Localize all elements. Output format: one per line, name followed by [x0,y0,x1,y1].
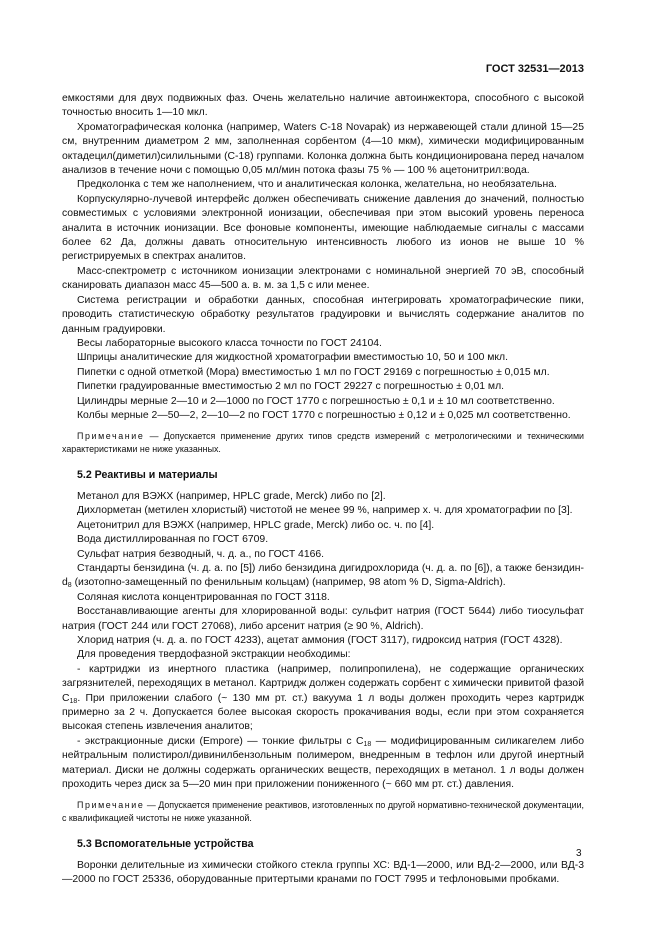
text-run: - экстракционные диски (Empore) — тонкие фильтры с С [77,735,364,747]
paragraph: Метанол для ВЭЖХ (например, HPLC grade, Merck) либо по [2]. [77,490,386,502]
section-heading: 5.2 Реактивы и материалы [77,468,218,481]
paragraph: Система регистрации и обработки данных, способная интегрировать хроматографические пики, проводить статистическую обработку результатов градуировки и вычислять содержание аналитов по данным градуировки. [62,294,584,335]
paragraph: Сульфат натрия безводный, ч. д. а., по ГОСТ 4166. [77,548,325,560]
paragraph: Колбы мерные 2—50—2, 2—10—2 по ГОСТ 1770 с погрешностью ± 0,12 и ± 0,025 мл соответственно. [77,409,571,421]
paragraph: Восстанавливающие агенты для хлорированной воды: сульфит натрия (ГОСТ 5644) либо тиосульфат натрия (ГОСТ 244 или ГОСТ 27068), либо арсенит натрия (≥ 90 %, Aldrich). [62,606,584,632]
page-body [62,92,584,888]
note-text: — Допускается применение реактивов, изготовленных по другой нормативно-технической документации, с квалификацией чистоты не ниже указанной. [62,800,584,824]
paragraph [62,562,584,591]
note [62,430,584,455]
note-label: Примечание [77,800,145,811]
paragraph: Для проведения твердофазной экстракции необходимы: [77,649,351,661]
list-item [62,663,584,735]
list-item [62,735,584,793]
subscript: 18 [363,740,372,748]
paragraph: Цилиндры мерные 2—10 и 2—1000 по ГОСТ 1770 с погрешностью ± 0,1 и ± 10 мл соответственно. [77,395,555,407]
paragraph: Предколонка с тем же наполнением, что и аналитическая колонка, желательна, но необязательна. [77,179,557,191]
paragraph: Воронки делительные из химически стойкого стекла группы ХС: ВД-1—2000, или ВД-2—2000, или ВД-3—2000 по ГОСТ 25336, оборудованные притертыми кранами по ГОСТ 7995 и тефлоновыми пробками. [62,860,584,886]
paragraph: Пипетки с одной отметкой (Мора) вместимостью 1 мл по ГОСТ 29169 с погрешностью ± 0,015 мл. [77,366,550,378]
paragraph: Масс-спектрометр с источником ионизации электронами с номинальной энергией 70 эВ, способный сканировать диапазон масс 45—500 а. в. м. за 1,5 с или менее. [62,265,584,292]
section-heading: 5.3 Вспомогательные устройства [77,837,254,850]
subscript: 18 [69,697,78,705]
paragraph: Весы лабораторные высокого класса точности по ГОСТ 24104. [77,337,382,349]
paragraph: Шприцы аналитические для жидкостной хроматографии вместимостью 10, 50 и 100 мкл. [77,352,508,364]
text-run: — модифицированным силикагелем либо нейтральным полистирол/дивинилбензольным полимером, внедренным в тефлон или другой инертный материал. Диски не должны содержать органических веществ, переходящих в метанол. 1 л воды должен проходить через диск за 5—20 мин при приложении пониженного (~ 660 мм рт. ст.) давления. [62,735,584,791]
note-text: — Допускается применение других типов средств измерений с метрологическими и техническими характеристиками не ниже указанных. [62,431,584,454]
page-number: 3 [576,848,582,859]
text-run: - картриджи из инертного пластика (например, полипропилена), не содержащие органических загрязнителей, переходящих в метанол. Картридж должен содержать сорбент с химически привитой фазой С [62,663,584,704]
paragraph: Дихлорметан (метилен хлористый) чистотой не менее 99 %, например х. ч. для хроматографии по [3]. [77,505,573,517]
paragraph: Пипетки градуированные вместимостью 2 мл по ГОСТ 29227 с погрешностью ± 0,01 мл. [77,381,505,393]
text-run: Стандарты бензидина (ч. д. а. по [5]) либо бензидина дигидрохлорида (ч. д. а. по [6]), а также бензидин-d [62,562,584,589]
document-header: ГОСТ 32531—2013 [485,63,584,75]
paragraph: Хроматографическая колонка (например, Waters С-18 Novapak) из нержавеющей стали длиной 15—25 см, внутренним диаметром 2 мм, заполненная сорбентом (4—10 мкм), химически модифицированным октадецил(диметил)силильными (С-18) группами. Колонка должна быть кондиционирована перед началом анализов в течение ночи с помощью 0,05 мл/мин потока фазы 75 % — 100 % ацетонитрил:вода. [62,121,584,177]
paragraph: Вода дистиллированная по ГОСТ 6709. [77,534,269,546]
paragraph: Соляная кислота концентрированная по ГОСТ 3118. [77,591,330,603]
text-run: (изотопно-замещенный по фенильным кольцам) (например, 98 atom % D, Sigma-Aldrich). [71,577,506,589]
text-run: . При приложении слабого (~ 130 мм рт. ст.) вакуума 1 л воды должен проходить через картридж примерно за 2 ч. Допускается более высокая скорость прокачивания воды, если при этом сохраняется высокая степень извлечения аналитов; [62,692,584,733]
paragraph: Хлорид натрия (ч. д. а. по ГОСТ 4233), ацетат аммония (ГОСТ 3117), гидроксид натрия (ГОСТ 4328). [77,635,563,646]
paragraph: Ацетонитрил для ВЭЖХ (например, HPLC grade, Merck) либо ос. ч. по [4]. [77,519,435,531]
subscript: 8 [67,582,72,590]
note-label: Примечание [77,431,145,442]
paragraph: Корпускулярно-лучевой интерфейс должен обеспечивать снижение давления до значений, полностью совместимых с условиями электронной ионизации, обеспечивая при этом высокий уровень переноса аналита в источник ионизации. Все фоновые компоненты, имеющие наблюдаемые сигналы с массами более 62 Да, должны давать относительную интенсивность любого из ионов не выше 10 % регистрируемых в спектрах аналитов. [62,193,584,263]
note [62,799,584,824]
paragraph: емкостями для двух подвижных фаз. Очень желательно наличие автоинжектора, способного с высокой точностью вносить 1—10 мкл. [62,93,584,119]
